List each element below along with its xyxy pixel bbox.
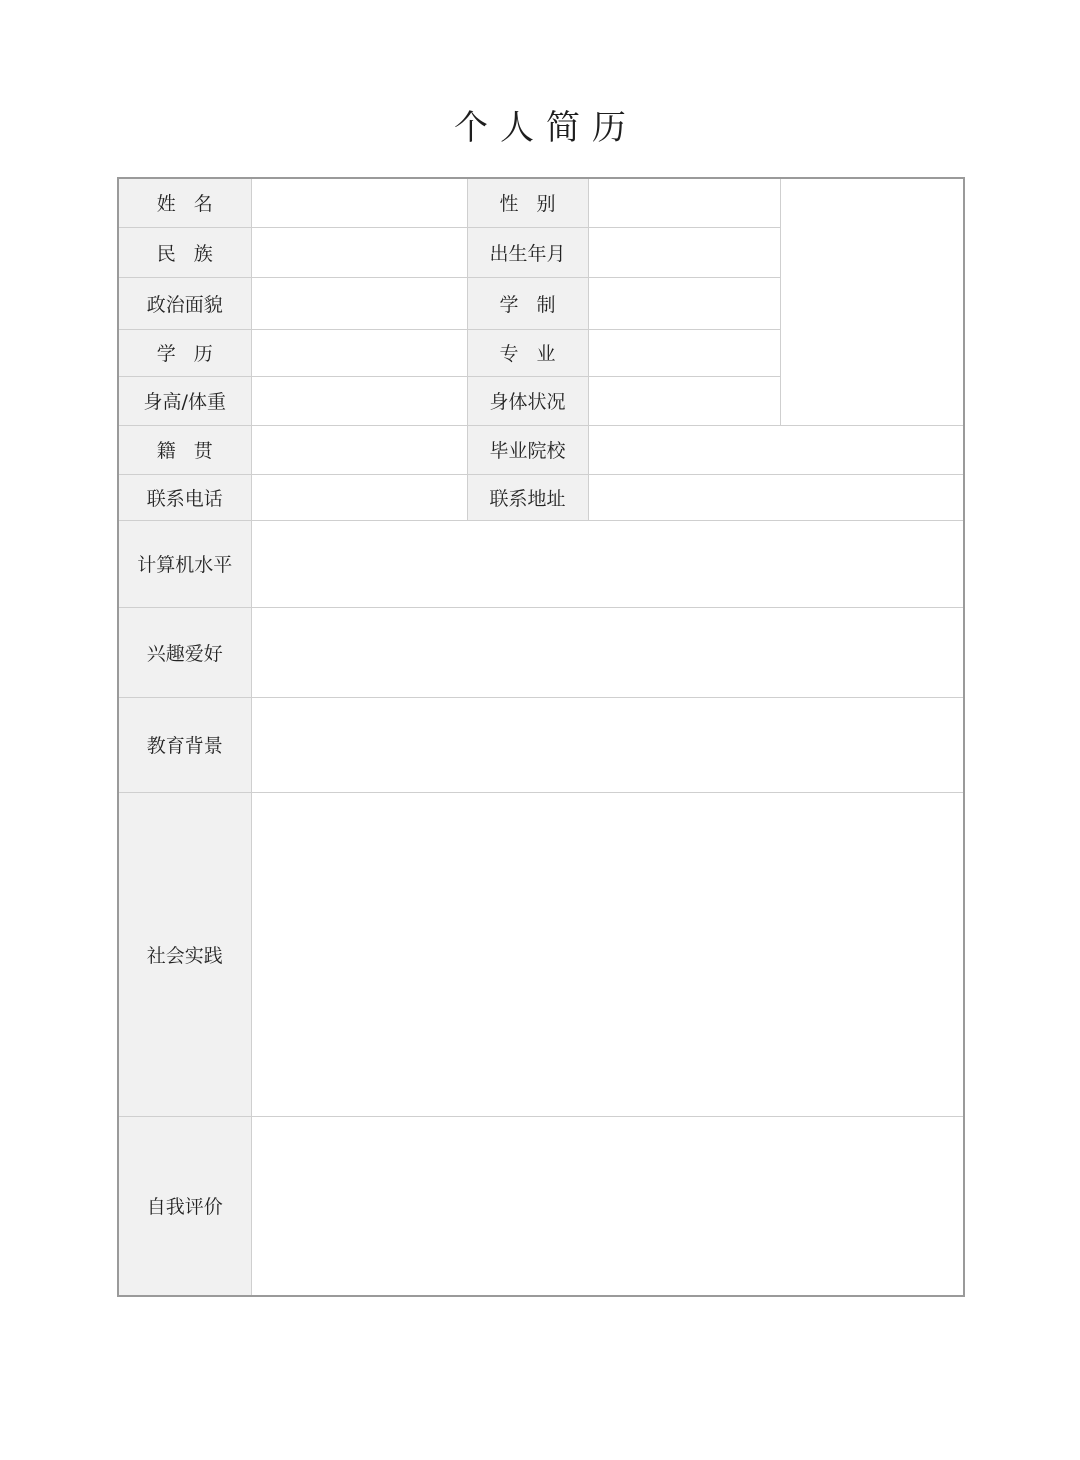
political-status-value[interactable] [251,277,467,329]
education-background-label-cell [118,697,251,792]
computer-skills-label-cell [118,520,251,607]
health-status-label-cell [467,376,588,425]
schooling-length-label: 学制 [499,293,574,316]
gender-label: 性别 [499,193,574,216]
major-value[interactable] [588,329,780,376]
social-practice-label: 社会实践 [146,944,223,967]
birth-date-label: 出生年月 [489,242,566,265]
phone-value[interactable] [251,474,467,520]
major-label: 专业 [499,343,574,365]
phone-label-cell [118,474,251,520]
native-place-label: 籍贯 [156,440,231,462]
page-title: 个人简历 [454,108,638,148]
name-label: 姓名 [156,193,231,216]
political-status-label: 政治面貌 [146,293,223,316]
row-name-gender [118,178,964,227]
education-level-label: 学历 [156,343,231,365]
ethnicity-value[interactable] [251,227,467,277]
health-status-value[interactable] [588,376,780,425]
name-label-cell [118,178,251,227]
birth-date-value[interactable] [588,227,780,277]
graduated-school-label-cell [467,425,588,474]
hobbies-label: 兴趣爱好 [146,642,223,665]
row-self-evaluation [118,1116,964,1296]
gender-value[interactable] [588,178,780,227]
row-hobbies [118,607,964,697]
gender-label-cell [467,178,588,227]
row-social-practice [118,792,964,1116]
height-weight-value[interactable] [251,376,467,425]
address-label-cell [467,474,588,520]
social-practice-label-cell [118,792,251,1116]
political-status-label-cell [118,277,251,329]
self-evaluation-label: 自我评价 [146,1196,223,1219]
graduated-school-label: 毕业院校 [489,440,566,462]
height-weight-label-cell [118,376,251,425]
birth-date-label-cell [467,227,588,277]
native-place-label-cell [118,425,251,474]
major-label-cell [467,329,588,376]
row-education-background [118,697,964,792]
education-level-label-cell [118,329,251,376]
name-value[interactable] [251,178,467,227]
phone-label: 联系电话 [146,487,223,510]
row-native-school [118,425,964,474]
hobbies-label-cell [118,607,251,697]
social-practice-value[interactable] [251,792,964,1116]
education-background-value[interactable] [251,697,964,792]
education-background-label: 教育背景 [146,735,223,757]
row-computer-skills [118,520,964,607]
hobbies-value[interactable] [251,607,964,697]
schooling-length-label-cell [467,277,588,329]
ethnicity-label-cell [118,227,251,277]
address-value[interactable] [588,474,964,520]
address-label: 联系地址 [489,487,566,510]
health-status-label: 身体状况 [489,391,566,413]
computer-skills-value[interactable] [251,520,964,607]
education-level-value[interactable] [251,329,467,376]
photo-area[interactable] [780,178,964,425]
resume-table [117,177,965,1297]
computer-skills-label: 计算机水平 [137,554,233,576]
graduated-school-value[interactable] [588,425,964,474]
self-evaluation-value[interactable] [251,1116,964,1296]
self-evaluation-label-cell [118,1116,251,1296]
schooling-length-value[interactable] [588,277,780,329]
ethnicity-label: 民族 [156,242,231,265]
height-weight-label: 身高/体重 [143,391,226,413]
row-phone-address [118,474,964,520]
native-place-value[interactable] [251,425,467,474]
